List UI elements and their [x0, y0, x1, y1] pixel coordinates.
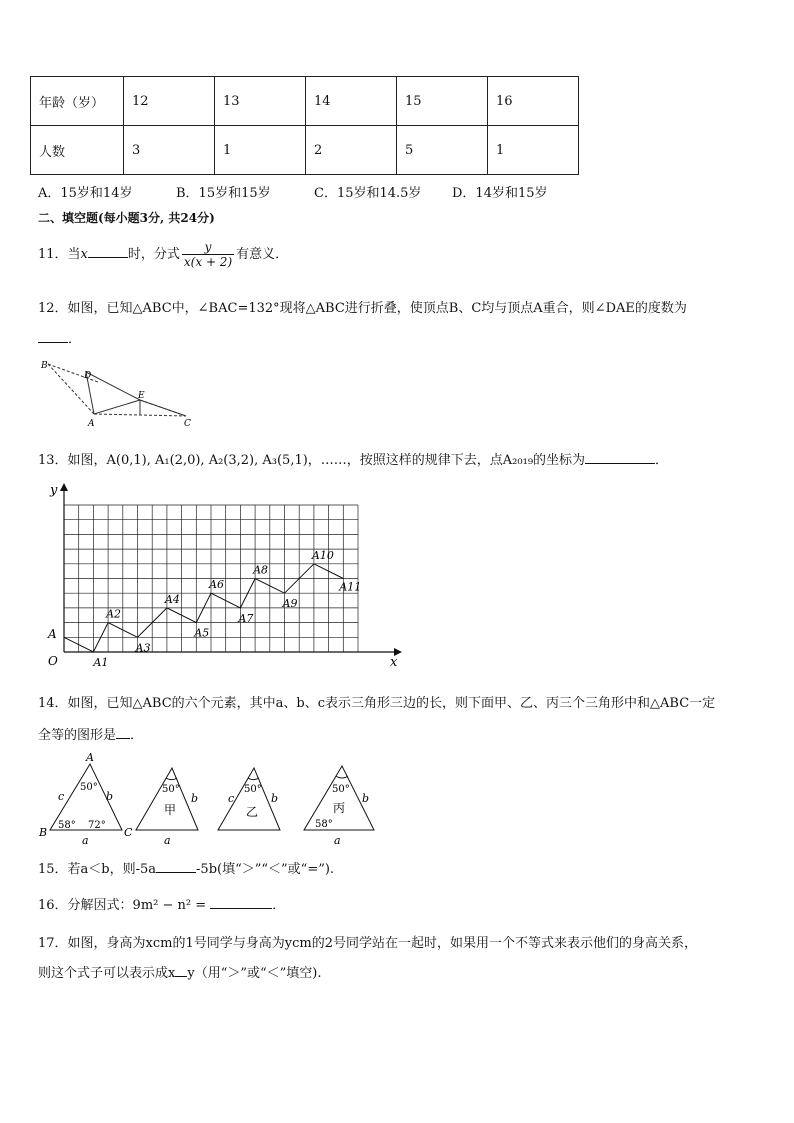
q11-pre: 11．当 — [38, 247, 81, 262]
age-table — [30, 76, 579, 175]
coordinate-grid-figure — [40, 478, 410, 672]
angle-bing-left: 58° — [315, 819, 333, 830]
fraction-numerator: y — [182, 240, 234, 255]
label-yi: 乙 — [246, 805, 259, 819]
table-cell: 16 — [488, 77, 579, 126]
question-12: 12．如图，已知△ABC中，∠BAC=132°现将△ABC进行折叠，使顶点B、C均与顶点A重合，则∠DAE的度数为 — [38, 301, 687, 316]
point-label: A4 — [164, 592, 180, 606]
angle-jia: 50° — [162, 784, 180, 795]
question-17-cont — [38, 962, 321, 981]
point-label: A9 — [282, 597, 298, 611]
table-row — [31, 126, 579, 175]
y-axis-arrow — [60, 483, 68, 491]
option-d: D．14岁和15岁 — [452, 186, 548, 201]
q13-end: ． — [655, 453, 669, 468]
question-16 — [38, 894, 285, 913]
table-cell: 年龄（岁） — [31, 77, 124, 126]
table-cell: 13 — [215, 77, 306, 126]
point-label: A7 — [238, 611, 254, 625]
label-c: C — [184, 419, 191, 429]
question-12-cont — [38, 328, 81, 347]
angle-b: 58° — [58, 820, 76, 831]
point-label: A2 — [106, 607, 122, 621]
table-cell: 12 — [124, 77, 215, 126]
table-cell: 1 — [215, 126, 306, 175]
x-label: x — [390, 655, 398, 670]
label-b-vertex: B — [39, 826, 48, 839]
q12-end: ． — [68, 332, 82, 347]
point-label: A6 — [209, 578, 224, 592]
table-cell: 人数 — [31, 126, 124, 175]
label-jia: 甲 — [164, 803, 177, 817]
answer-blank[interactable] — [38, 330, 68, 343]
side-b: b — [362, 792, 370, 805]
table-cell: 3 — [124, 126, 215, 175]
angle-bing-top: 50° — [332, 784, 350, 795]
q14-line2: 全等的图形是 — [38, 728, 117, 743]
question-14: 14．如图，已知△ABC的六个元素，其中a、b、c表示三角形三边的长，则下面甲、乙、丙三个三角形中和△ABC一定 — [38, 696, 716, 711]
origin-label: O — [48, 654, 58, 668]
label-c-vertex: C — [124, 826, 133, 839]
q14-end: ． — [130, 728, 144, 743]
y-label: y — [50, 483, 58, 498]
q16-pre: 16．分解因式：9m² − n² = — [38, 898, 207, 913]
label-b: B — [41, 361, 48, 371]
point-label: A11 — [339, 580, 362, 594]
answer-blank[interactable] — [210, 896, 272, 909]
label-e: E — [138, 391, 145, 401]
label-a: A — [48, 627, 57, 641]
label-d: D — [84, 371, 92, 381]
answer-blank[interactable] — [116, 726, 130, 739]
side-a: a — [82, 834, 89, 847]
answer-blank[interactable] — [175, 964, 187, 977]
q17-pre: 则这个式子可以表示成x — [38, 966, 176, 981]
table-cell: 14 — [306, 77, 397, 126]
answer-blank[interactable] — [585, 451, 655, 464]
q11-mid: 时，分式 — [127, 247, 180, 262]
angle-a: 50° — [80, 782, 98, 793]
point-label: A3 — [135, 641, 151, 655]
q13-text: 13．如图，A(0,1), A₁(2,0), A₂(3,2), A₃(5,1)，……，按照这样的规律下去，点A₂₀₁₉的坐标为 — [38, 453, 586, 468]
question-11 — [38, 240, 288, 269]
label-bing: 丙 — [333, 801, 346, 815]
answer-blank[interactable] — [156, 860, 196, 873]
option-c: C．15岁和14.5岁 — [314, 186, 422, 201]
question-14-cont — [38, 724, 143, 743]
table-cell: 15 — [397, 77, 488, 126]
point-label: A1 — [93, 656, 109, 669]
triangle-jia — [136, 768, 198, 830]
side-b: b — [106, 790, 114, 803]
question-17: 17．如图，身高为xcm的1号同学与身高为ycm的2号同学站在一起时，如果用一个不等式来表示他们的身高关系， — [38, 936, 697, 951]
triangles-figure — [34, 750, 384, 848]
q11-post: 有意义． — [236, 247, 289, 262]
option-a: A．15岁和14岁 — [38, 186, 133, 201]
angle-yi: 50° — [244, 784, 262, 795]
point-label: A8 — [253, 563, 269, 577]
point-label: A5 — [194, 626, 210, 640]
side-c: c — [228, 792, 235, 805]
angle-c: 72° — [88, 820, 106, 831]
q16-end: ． — [272, 898, 286, 913]
fraction-denominator: x(x + 2) — [183, 255, 233, 269]
table-cell: 1 — [488, 126, 579, 175]
option-b: B．15岁和15岁 — [176, 186, 271, 201]
table-cell: 2 — [306, 126, 397, 175]
question-15 — [38, 858, 334, 877]
table-cell: 5 — [397, 126, 488, 175]
q15-post: -5b(填“＞”“＜”或“=”). — [196, 862, 335, 877]
question-13 — [38, 449, 668, 468]
q15-pre: 15．若a＜b，则-5a — [38, 862, 157, 877]
side-b: b — [271, 792, 279, 805]
q11-var: x — [80, 247, 88, 262]
side-a: a — [334, 834, 341, 847]
side-c: c — [58, 790, 65, 803]
label-a-vertex: A — [86, 751, 94, 764]
label-a: A — [88, 419, 95, 429]
answer-blank[interactable] — [88, 245, 128, 258]
q17-post: y（用“＞”或“＜”填空). — [187, 966, 322, 981]
section-heading: 二、填空题(每小题3分, 共24分) — [38, 211, 215, 225]
side-b: b — [191, 792, 199, 805]
point-label: A10 — [311, 548, 334, 562]
q11-fraction — [182, 240, 234, 269]
table-row — [31, 77, 579, 126]
fold-triangle-figure — [34, 356, 204, 430]
side-a: a — [164, 834, 171, 847]
